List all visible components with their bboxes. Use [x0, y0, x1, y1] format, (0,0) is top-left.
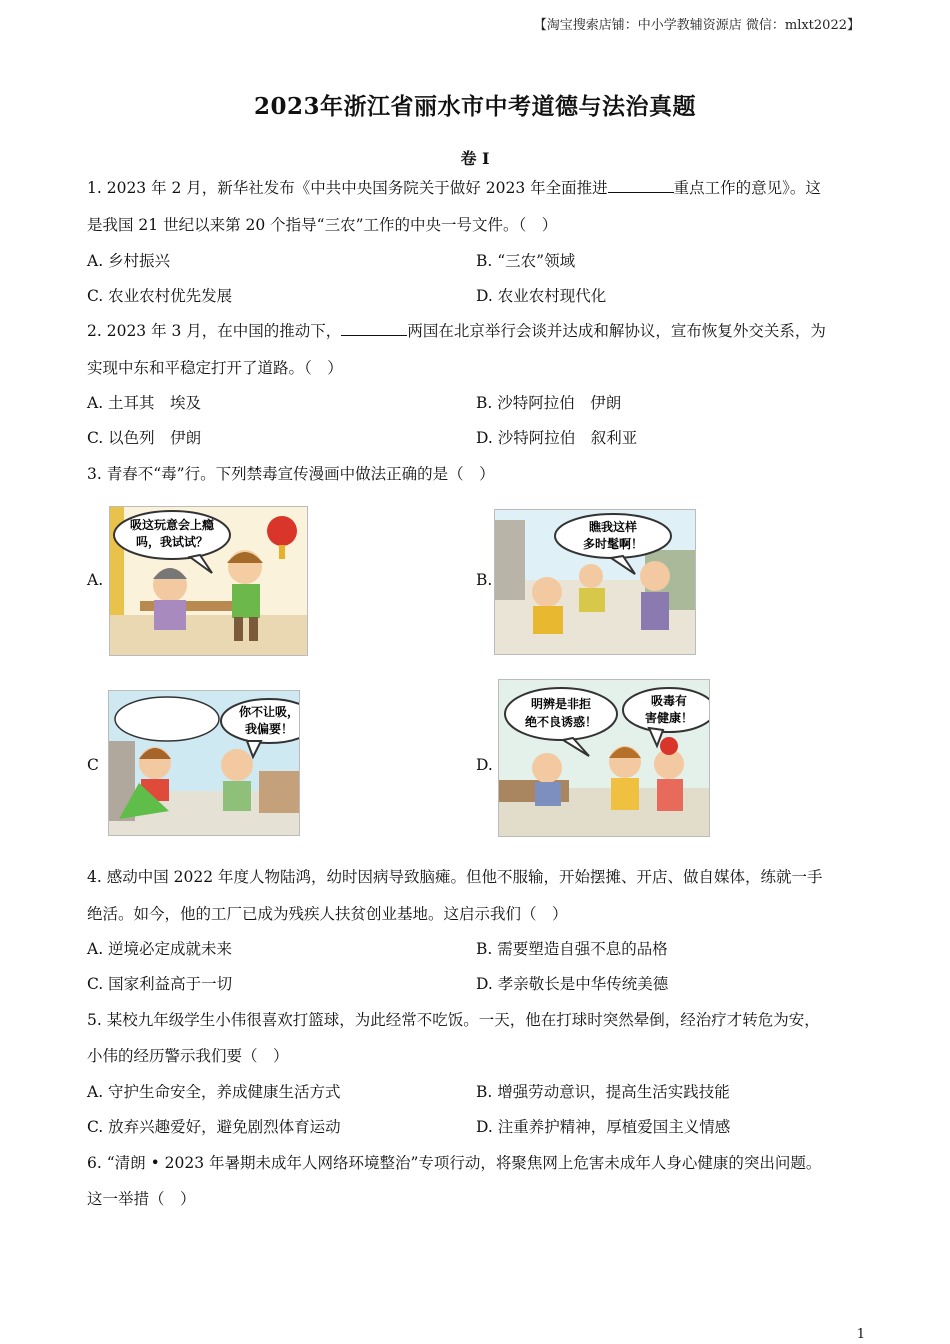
bubble-a-line-2: 吗，我试试？ [135, 535, 209, 549]
option-b-label: B. [476, 571, 493, 589]
option-a-label: A. [87, 571, 104, 589]
question-2-option-c: C. 以色列 伊朗 [87, 429, 202, 447]
cartoon-c [108, 690, 300, 836]
bubble-b-line-1: 瞧我这样 [588, 520, 638, 534]
bubble-a-line-1: 吸这玩意会上瘾 [129, 518, 215, 532]
question-4-line-1: 4. 感动中国 2022 年度人物陆鸿，幼时因病导致脑瘫。但他不服输，开始摆摊、开店、做自媒体，练就一手 [87, 868, 823, 886]
cartoon-b [494, 509, 696, 655]
question-6-line-1: 6. “清朗 • 2023 年暑期未成年人网络环境整治”专项行动，将聚焦网上危害未成年人身心健康的突出问题。 [87, 1154, 822, 1172]
question-1-option-d: D. 农业农村现代化 [476, 287, 607, 305]
question-4-option-a: A. 逆境必定成就未来 [87, 940, 233, 958]
cartoon-d [498, 679, 710, 837]
question-2-line-1: 2. 2023 年 3 月，在中国的推动下， 两国在北京举行会谈并达成和解协议，宣布恢复外交关系，为 [87, 322, 826, 340]
page-title: 2023年浙江省丽水市中考道德与法治真题 [253, 93, 696, 120]
bubble-d1-line-1: 明辨是非拒 [530, 697, 592, 711]
bubble-d1-line-2: 绝不良诱惑！ [524, 715, 598, 729]
question-1-option-a: A. 乡村振兴 [87, 252, 171, 270]
answer-blank [341, 321, 407, 336]
question-5-option-a: A. 守护生命安全，养成健康生活方式 [87, 1083, 341, 1101]
question-3-stem: 3. 青春不“毒”行。下列禁毒宣传漫画中做法正确的是（ ） [87, 465, 495, 483]
question-5-option-c: C. 放弃兴趣爱好，避免剧烈体育运动 [87, 1118, 341, 1136]
volume-heading: 卷 I [460, 149, 490, 168]
answer-blank [608, 178, 674, 193]
question-4-option-b: B. 需要塑造自强不息的品格 [476, 940, 668, 958]
question-1-option-b: B. “三农”领域 [476, 252, 576, 270]
bubble-d2-line-1: 吸毒有 [650, 694, 688, 708]
question-6-line-2: 这一举措（ ） [87, 1190, 196, 1208]
question-4-option-c: C. 国家利益高于一切 [87, 975, 233, 993]
cartoon-a [109, 506, 308, 656]
question-2-option-d: D. 沙特阿拉伯 叙利亚 [476, 429, 638, 447]
bubble-b-line-2: 多时髦啊！ [582, 537, 644, 551]
option-d-label: D. [476, 756, 493, 774]
question-1-option-c: C. 农业农村优先发展 [87, 287, 233, 305]
question-2-line-2: 实现中东和平稳定打开了道路。（ ） [87, 359, 343, 377]
question-2-option-a: A. 土耳其 埃及 [87, 394, 202, 412]
bubble-c-line-2: 我偏要！ [244, 722, 294, 736]
question-5-option-b: B. 增强劳动意识，提高生活实践技能 [476, 1083, 730, 1101]
header-note: 【淘宝搜索店铺：中小学教辅资源店 微信：mlxt2022】 [533, 18, 860, 33]
question-1-line-1: 1. 2023 年 2 月，新华社发布《中共中央国务院关于做好 2023 年全面推进 重点工作的意见》。这 [87, 179, 821, 197]
question-4-line-2: 绝活。如今，他的工厂已成为残疾人扶贫创业基地。这启示我们（ ） [87, 905, 568, 923]
question-5-line-1: 5. 某校九年级学生小伟很喜欢打篮球，为此经常不吃饭。一天，他在打球时突然晕倒，经治疗才转危为安， [87, 1011, 820, 1029]
bubble-c-line-1: 你不让吸， [238, 705, 299, 719]
question-5-option-d: D. 注重养护精神，厚植爱国主义情感 [476, 1118, 731, 1136]
option-c-label: C [87, 756, 99, 774]
bubble-d2-line-2: 害健康！ [644, 711, 694, 725]
question-4-option-d: D. 孝亲敬长是中华传统美德 [476, 975, 669, 993]
page-number: 1 [856, 1327, 865, 1342]
question-1-line-2: 是我国 21 世纪以来第 20 个指导“三农”工作的中央一号文件。（ ） [87, 216, 558, 234]
question-5-line-2: 小伟的经历警示我们要（ ） [87, 1047, 289, 1065]
question-2-option-b: B. 沙特阿拉伯 伊朗 [476, 394, 622, 412]
